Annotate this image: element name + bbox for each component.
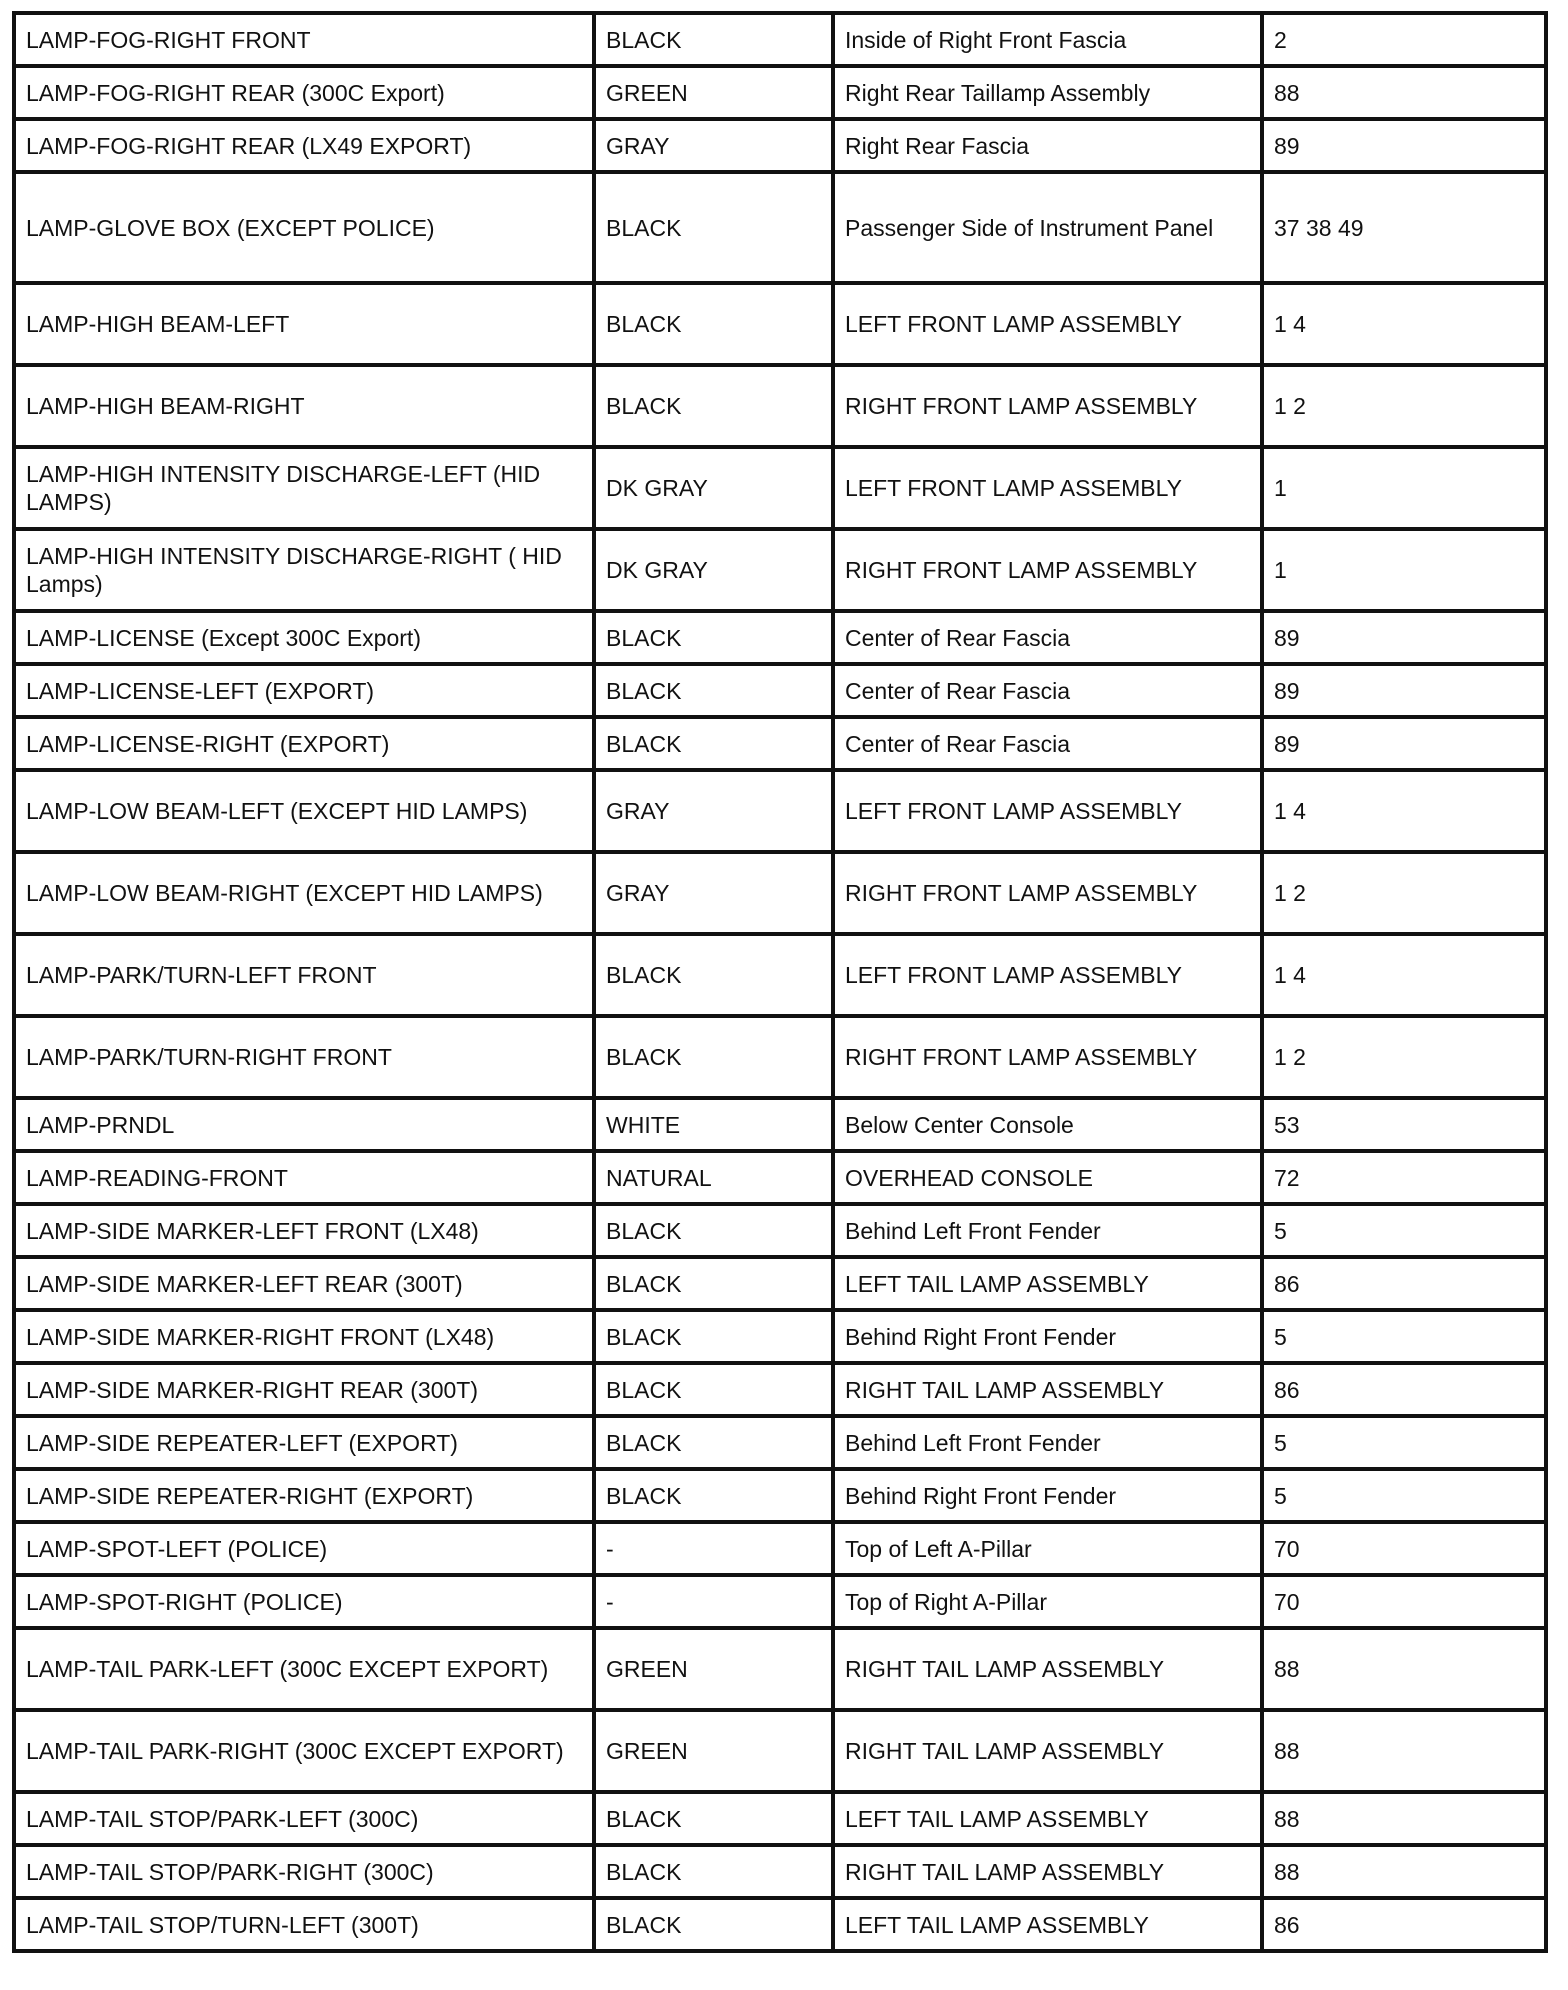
table-row xyxy=(14,66,1546,119)
location-cell: Behind Right Front Fender xyxy=(833,1469,1262,1522)
pin-numbers-cell: 1 4 xyxy=(1262,934,1546,1016)
connector-color-cell: BLACK xyxy=(594,172,833,283)
pin-numbers-cell: 5 xyxy=(1262,1310,1546,1363)
connector-color-cell: BLACK xyxy=(594,365,833,447)
component-cell: LAMP-LICENSE-RIGHT (EXPORT) xyxy=(14,717,594,770)
component-cell: LAMP-FOG-RIGHT REAR (300C Export) xyxy=(14,66,594,119)
pin-numbers-cell: 86 xyxy=(1262,1257,1546,1310)
pin-numbers-cell: 1 2 xyxy=(1262,365,1546,447)
pin-numbers-cell: 1 xyxy=(1262,447,1546,529)
table-row xyxy=(14,1098,1546,1151)
location-cell: RIGHT TAIL LAMP ASSEMBLY xyxy=(833,1710,1262,1792)
location-cell: RIGHT FRONT LAMP ASSEMBLY xyxy=(833,1016,1262,1098)
connector-color-cell: NATURAL xyxy=(594,1151,833,1204)
location-cell: RIGHT TAIL LAMP ASSEMBLY xyxy=(833,1363,1262,1416)
table-row xyxy=(14,1310,1546,1363)
connector-color-cell: BLACK xyxy=(594,1845,833,1898)
component-cell: LAMP-SPOT-RIGHT (POLICE) xyxy=(14,1575,594,1628)
table-row xyxy=(14,1204,1546,1257)
connector-location-sheet xyxy=(12,11,1548,1953)
pin-numbers-cell: 88 xyxy=(1262,1792,1546,1845)
connector-color-cell: GREEN xyxy=(594,1710,833,1792)
location-cell: RIGHT TAIL LAMP ASSEMBLY xyxy=(833,1628,1262,1710)
table-row xyxy=(14,1898,1546,1951)
location-cell: RIGHT TAIL LAMP ASSEMBLY xyxy=(833,1845,1262,1898)
table-row xyxy=(14,13,1546,66)
connector-color-cell: GRAY xyxy=(594,770,833,852)
component-cell: LAMP-SIDE MARKER-LEFT REAR (300T) xyxy=(14,1257,594,1310)
connector-color-cell: - xyxy=(594,1522,833,1575)
pin-numbers-cell: 1 4 xyxy=(1262,770,1546,852)
connector-table-body xyxy=(14,13,1546,1951)
component-cell: LAMP-SIDE MARKER-LEFT FRONT (LX48) xyxy=(14,1204,594,1257)
connector-color-cell: BLACK xyxy=(594,1363,833,1416)
table-row xyxy=(14,1792,1546,1845)
table-row xyxy=(14,365,1546,447)
table-row xyxy=(14,611,1546,664)
pin-numbers-cell: 88 xyxy=(1262,1628,1546,1710)
connector-color-cell: GRAY xyxy=(594,119,833,172)
component-cell: LAMP-GLOVE BOX (EXCEPT POLICE) xyxy=(14,172,594,283)
table-row xyxy=(14,1016,1546,1098)
connector-color-cell: GREEN xyxy=(594,66,833,119)
location-cell: Center of Rear Fascia xyxy=(833,717,1262,770)
component-cell: LAMP-HIGH INTENSITY DISCHARGE-LEFT (HID LAMPS) xyxy=(14,447,594,529)
location-cell: OVERHEAD CONSOLE xyxy=(833,1151,1262,1204)
table-row xyxy=(14,852,1546,934)
connector-color-cell: GRAY xyxy=(594,852,833,934)
location-cell: LEFT TAIL LAMP ASSEMBLY xyxy=(833,1792,1262,1845)
pin-numbers-cell: 53 xyxy=(1262,1098,1546,1151)
connector-color-cell: BLACK xyxy=(594,1898,833,1951)
connector-color-cell: BLACK xyxy=(594,611,833,664)
component-cell: LAMP-SPOT-LEFT (POLICE) xyxy=(14,1522,594,1575)
connector-color-cell: BLACK xyxy=(594,717,833,770)
pin-numbers-cell: 88 xyxy=(1262,1710,1546,1792)
component-cell: LAMP-READING-FRONT xyxy=(14,1151,594,1204)
location-cell: LEFT FRONT LAMP ASSEMBLY xyxy=(833,934,1262,1016)
component-cell: LAMP-HIGH BEAM-LEFT xyxy=(14,283,594,365)
component-cell: LAMP-HIGH INTENSITY DISCHARGE-RIGHT ( HID Lamps) xyxy=(14,529,594,611)
pin-numbers-cell: 1 2 xyxy=(1262,1016,1546,1098)
location-cell: Behind Left Front Fender xyxy=(833,1416,1262,1469)
pin-numbers-cell: 37 38 49 xyxy=(1262,172,1546,283)
table-row xyxy=(14,119,1546,172)
location-cell: RIGHT FRONT LAMP ASSEMBLY xyxy=(833,529,1262,611)
pin-numbers-cell: 88 xyxy=(1262,1845,1546,1898)
connector-color-cell: BLACK xyxy=(594,934,833,1016)
pin-numbers-cell: 5 xyxy=(1262,1416,1546,1469)
pin-numbers-cell: 88 xyxy=(1262,66,1546,119)
table-row xyxy=(14,283,1546,365)
connector-color-cell: DK GRAY xyxy=(594,447,833,529)
table-row xyxy=(14,447,1546,529)
component-cell: LAMP-HIGH BEAM-RIGHT xyxy=(14,365,594,447)
connector-color-cell: DK GRAY xyxy=(594,529,833,611)
connector-color-cell: WHITE xyxy=(594,1098,833,1151)
pin-numbers-cell: 2 xyxy=(1262,13,1546,66)
component-cell: LAMP-TAIL PARK-RIGHT (300C EXCEPT EXPORT) xyxy=(14,1710,594,1792)
component-cell: LAMP-SIDE MARKER-RIGHT FRONT (LX48) xyxy=(14,1310,594,1363)
location-cell: Behind Left Front Fender xyxy=(833,1204,1262,1257)
location-cell: Center of Rear Fascia xyxy=(833,664,1262,717)
pin-numbers-cell: 5 xyxy=(1262,1204,1546,1257)
location-cell: LEFT FRONT LAMP ASSEMBLY xyxy=(833,447,1262,529)
table-row xyxy=(14,529,1546,611)
table-row xyxy=(14,1522,1546,1575)
component-cell: LAMP-LICENSE (Except 300C Export) xyxy=(14,611,594,664)
table-row xyxy=(14,1575,1546,1628)
component-cell: LAMP-SIDE REPEATER-RIGHT (EXPORT) xyxy=(14,1469,594,1522)
location-cell: RIGHT FRONT LAMP ASSEMBLY xyxy=(833,365,1262,447)
component-cell: LAMP-TAIL STOP/PARK-LEFT (300C) xyxy=(14,1792,594,1845)
connector-color-cell: BLACK xyxy=(594,1469,833,1522)
connector-color-cell: BLACK xyxy=(594,664,833,717)
component-cell: LAMP-LOW BEAM-RIGHT (EXCEPT HID LAMPS) xyxy=(14,852,594,934)
component-cell: LAMP-LICENSE-LEFT (EXPORT) xyxy=(14,664,594,717)
pin-numbers-cell: 1 4 xyxy=(1262,283,1546,365)
location-cell: LEFT FRONT LAMP ASSEMBLY xyxy=(833,283,1262,365)
table-row xyxy=(14,1257,1546,1310)
pin-numbers-cell: 89 xyxy=(1262,611,1546,664)
connector-color-cell: BLACK xyxy=(594,1310,833,1363)
connector-table xyxy=(12,11,1548,1953)
table-row xyxy=(14,1151,1546,1204)
location-cell: LEFT TAIL LAMP ASSEMBLY xyxy=(833,1898,1262,1951)
connector-color-cell: BLACK xyxy=(594,1416,833,1469)
connector-color-cell: BLACK xyxy=(594,13,833,66)
connector-color-cell: BLACK xyxy=(594,1792,833,1845)
component-cell: LAMP-SIDE REPEATER-LEFT (EXPORT) xyxy=(14,1416,594,1469)
table-row xyxy=(14,1845,1546,1898)
component-cell: LAMP-TAIL STOP/TURN-LEFT (300T) xyxy=(14,1898,594,1951)
table-row xyxy=(14,1628,1546,1710)
component-cell: LAMP-SIDE MARKER-RIGHT REAR (300T) xyxy=(14,1363,594,1416)
table-row xyxy=(14,1469,1546,1522)
pin-numbers-cell: 1 2 xyxy=(1262,852,1546,934)
pin-numbers-cell: 89 xyxy=(1262,664,1546,717)
pin-numbers-cell: 70 xyxy=(1262,1522,1546,1575)
table-row xyxy=(14,717,1546,770)
component-cell: LAMP-TAIL STOP/PARK-RIGHT (300C) xyxy=(14,1845,594,1898)
table-row xyxy=(14,934,1546,1016)
connector-color-cell: BLACK xyxy=(594,1257,833,1310)
table-row xyxy=(14,1363,1546,1416)
pin-numbers-cell: 1 xyxy=(1262,529,1546,611)
location-cell: RIGHT FRONT LAMP ASSEMBLY xyxy=(833,852,1262,934)
connector-color-cell: BLACK xyxy=(594,1016,833,1098)
location-cell: LEFT FRONT LAMP ASSEMBLY xyxy=(833,770,1262,852)
location-cell: Passenger Side of Instrument Panel xyxy=(833,172,1262,283)
component-cell: LAMP-PRNDL xyxy=(14,1098,594,1151)
pin-numbers-cell: 5 xyxy=(1262,1469,1546,1522)
location-cell: Right Rear Fascia xyxy=(833,119,1262,172)
component-cell: LAMP-PARK/TURN-RIGHT FRONT xyxy=(14,1016,594,1098)
pin-numbers-cell: 70 xyxy=(1262,1575,1546,1628)
pin-numbers-cell: 86 xyxy=(1262,1363,1546,1416)
table-row xyxy=(14,664,1546,717)
table-row xyxy=(14,1416,1546,1469)
pin-numbers-cell: 86 xyxy=(1262,1898,1546,1951)
location-cell: Top of Right A-Pillar xyxy=(833,1575,1262,1628)
pin-numbers-cell: 72 xyxy=(1262,1151,1546,1204)
location-cell: Center of Rear Fascia xyxy=(833,611,1262,664)
pin-numbers-cell: 89 xyxy=(1262,717,1546,770)
component-cell: LAMP-TAIL PARK-LEFT (300C EXCEPT EXPORT) xyxy=(14,1628,594,1710)
location-cell: Inside of Right Front Fascia xyxy=(833,13,1262,66)
location-cell: Below Center Console xyxy=(833,1098,1262,1151)
connector-color-cell: - xyxy=(594,1575,833,1628)
connector-color-cell: GREEN xyxy=(594,1628,833,1710)
location-cell: Behind Right Front Fender xyxy=(833,1310,1262,1363)
component-cell: LAMP-FOG-RIGHT FRONT xyxy=(14,13,594,66)
connector-color-cell: BLACK xyxy=(594,283,833,365)
table-row xyxy=(14,1710,1546,1792)
connector-color-cell: BLACK xyxy=(594,1204,833,1257)
location-cell: Top of Left A-Pillar xyxy=(833,1522,1262,1575)
component-cell: LAMP-PARK/TURN-LEFT FRONT xyxy=(14,934,594,1016)
component-cell: LAMP-FOG-RIGHT REAR (LX49 EXPORT) xyxy=(14,119,594,172)
location-cell: LEFT TAIL LAMP ASSEMBLY xyxy=(833,1257,1262,1310)
table-row xyxy=(14,770,1546,852)
location-cell: Right Rear Taillamp Assembly xyxy=(833,66,1262,119)
component-cell: LAMP-LOW BEAM-LEFT (EXCEPT HID LAMPS) xyxy=(14,770,594,852)
table-row xyxy=(14,172,1546,283)
pin-numbers-cell: 89 xyxy=(1262,119,1546,172)
